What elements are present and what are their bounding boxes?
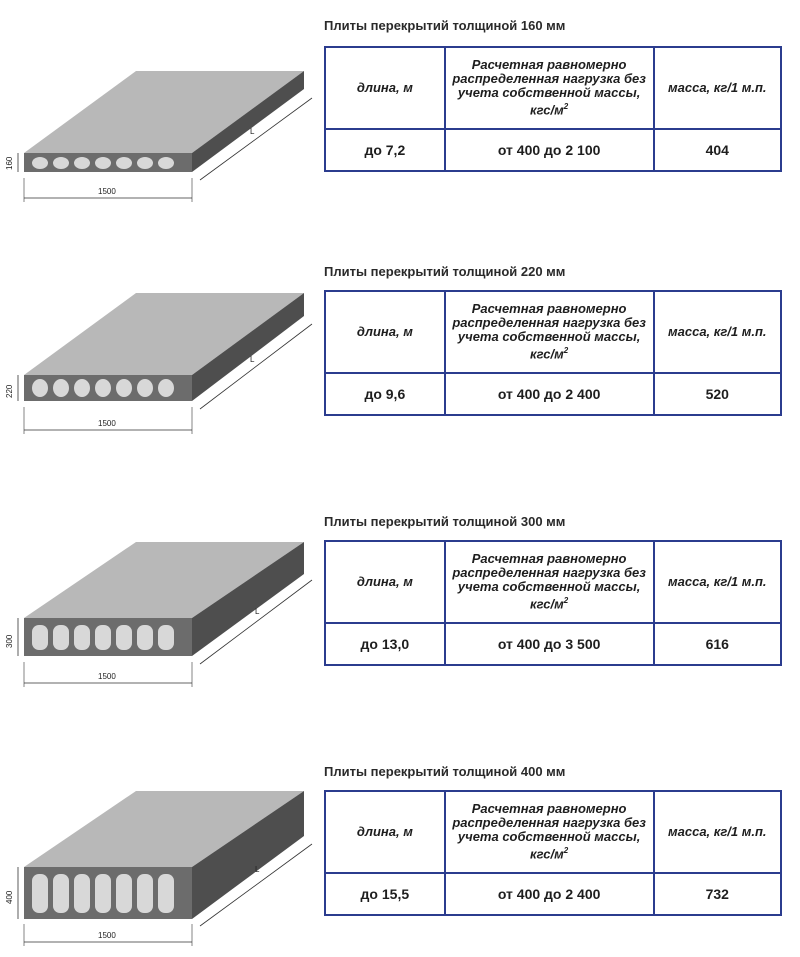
slab-section-160: [0, 18, 800, 218]
length-label: L: [255, 865, 260, 874]
slab-drawing-400: [0, 764, 322, 957]
value-load: от 400 до 2 400: [445, 873, 654, 915]
header-mass: масса, кг/1 м.п.: [654, 791, 781, 873]
spec-table: [324, 46, 782, 172]
value-mass: 520: [654, 373, 781, 415]
section-title: Плиты перекрытий толщиной 400 мм: [324, 764, 566, 779]
length-label: L: [255, 607, 260, 616]
header-length: длина, м: [325, 47, 445, 129]
slab-drawing-220: [0, 264, 322, 464]
value-length: до 7,2: [325, 129, 445, 171]
header-mass: масса, кг/1 м.п.: [654, 291, 781, 373]
section-title: Плиты перекрытий толщиной 300 мм: [324, 514, 566, 529]
slab-section-300: [0, 514, 800, 714]
value-length: до 15,5: [325, 873, 445, 915]
header-length: длина, м: [325, 791, 445, 873]
slab-section-400: [0, 764, 800, 957]
value-load: от 400 до 2 100: [445, 129, 654, 171]
header-load: Расчетная равномерно распределенная нагрузка без учета собственной массы, кгс/$м^2$: [445, 47, 654, 129]
spec-table: [324, 540, 782, 666]
slab-drawing-160: [0, 18, 322, 218]
length-label: L: [250, 355, 255, 364]
section-title: Плиты перекрытий толщиной 160 мм: [324, 18, 566, 33]
header-mass: масса, кг/1 м.п.: [654, 541, 781, 623]
value-load: от 400 до 3 500: [445, 623, 654, 665]
thickness-label: 300: [5, 634, 14, 648]
value-mass: 732: [654, 873, 781, 915]
header-load: Расчетная равномерно распределенная нагрузка без учета собственной массы, кгс/$м^2$: [445, 291, 654, 373]
value-length: до 9,6: [325, 373, 445, 415]
width-label: 1500: [98, 187, 116, 196]
value-mass: 404: [654, 129, 781, 171]
header-length: длина, м: [325, 291, 445, 373]
section-title: Плиты перекрытий толщиной 220 мм: [324, 264, 566, 279]
header-load: Расчетная равномерно распределенная нагрузка без учета собственной массы, кгс/$м^2$: [445, 541, 654, 623]
value-load: от 400 до 2 400: [445, 373, 654, 415]
slab-drawing-300: [0, 514, 322, 714]
thickness-label: 160: [5, 156, 14, 170]
slab-section-220: [0, 264, 800, 464]
width-label: 1500: [98, 931, 116, 940]
header-load: Расчетная равномерно распределенная нагрузка без учета собственной массы, кгс/$м^2$: [445, 791, 654, 873]
thickness-label: 220: [5, 384, 14, 398]
thickness-label: 400: [5, 890, 14, 904]
value-mass: 616: [654, 623, 781, 665]
width-label: 1500: [98, 419, 116, 428]
spec-table: [324, 790, 782, 916]
value-length: до 13,0: [325, 623, 445, 665]
spec-table: [324, 290, 782, 416]
length-label: L: [250, 127, 255, 136]
header-mass: масса, кг/1 м.п.: [654, 47, 781, 129]
header-length: длина, м: [325, 541, 445, 623]
width-label: 1500: [98, 672, 116, 681]
